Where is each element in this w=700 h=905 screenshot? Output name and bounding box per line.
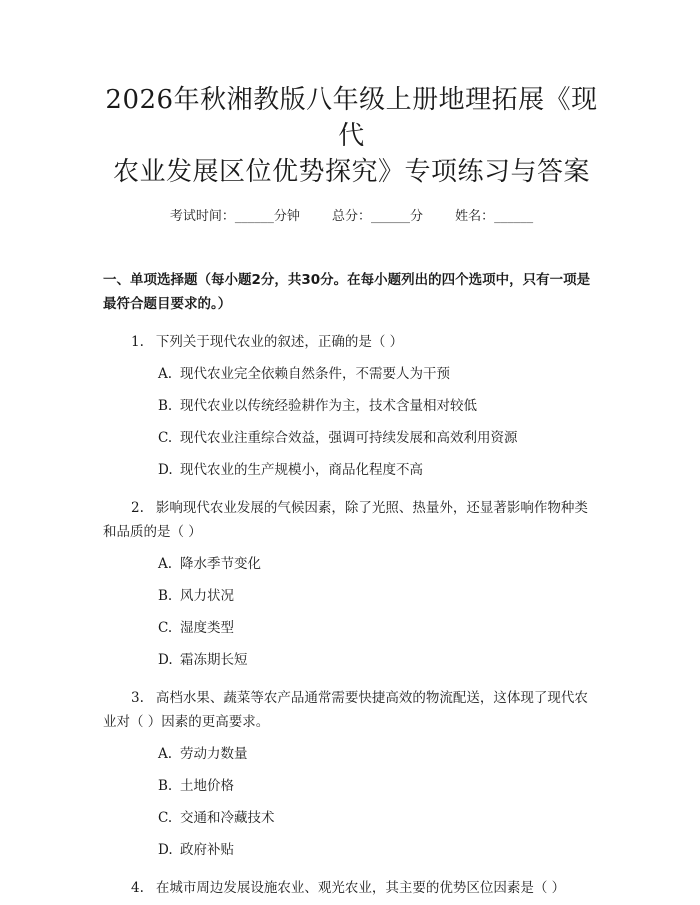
option-text: 降水季节变化 (180, 556, 261, 572)
option-letter: A. (158, 556, 173, 572)
question-number: 2. (131, 500, 144, 516)
question-3 (103, 686, 600, 734)
page-title (103, 0, 600, 190)
option-item (103, 806, 600, 830)
question-number: 1. (131, 334, 144, 350)
option-item (103, 838, 600, 862)
exam-meta (103, 208, 600, 226)
option-item (103, 458, 600, 482)
question-number: 3. (131, 690, 144, 706)
question-1 (103, 330, 600, 354)
option-letter: A. (158, 746, 173, 762)
option-list (103, 742, 600, 862)
option-text: 湿度类型 (180, 620, 234, 636)
question-4 (103, 876, 600, 900)
option-letter: A. (158, 366, 173, 382)
option-letter: C. (158, 620, 173, 636)
option-letter: B. (158, 778, 173, 794)
option-text: 风力状况 (180, 588, 234, 604)
option-letter: D. (158, 842, 173, 858)
option-item (103, 616, 600, 640)
option-item (103, 394, 600, 418)
option-text: 政府补贴 (180, 842, 234, 858)
option-text: 现代农业以传统经验耕作为主，技术含量相对较低 (180, 398, 477, 414)
option-text: 劳动力数量 (180, 746, 248, 762)
option-letter: B. (158, 398, 173, 414)
question-text: 在城市周边发展设施农业、观光农业，其主要的优势区位因素是（ ） (155, 880, 566, 896)
option-item (103, 362, 600, 386)
option-text: 现代农业注重综合效益，强调可持续发展和高效利用资源 (180, 430, 518, 446)
option-item (103, 774, 600, 798)
option-text: 霜冻期长短 (180, 652, 248, 668)
total-score: 总分：______分 (331, 209, 423, 224)
option-item (103, 552, 600, 576)
title-line-1: 2026年秋湘教版八年级上册地理拓展《现代 (105, 85, 598, 151)
option-text: 现代农业的生产规模小，商品化程度不高 (180, 462, 423, 478)
option-text: 土地价格 (180, 778, 234, 794)
question-text: 高档水果、蔬菜等农产品通常需要快捷高效的物流配送，这体现了现代农业对（ ）因素的更高要求。 (103, 690, 588, 730)
student-name: 姓名：______ (455, 209, 534, 224)
question-2 (103, 496, 600, 544)
question-number: 4. (131, 880, 144, 896)
question-text: 影响现代农业发展的气候因素，除了光照、热量外，还显著影响作物种类和品质的是（ ） (103, 500, 588, 540)
option-letter: C. (158, 810, 173, 826)
option-item (103, 584, 600, 608)
option-letter: C. (158, 430, 173, 446)
title-line-2: 农业发展区位优势探究》专项练习与答案 (112, 157, 590, 187)
option-list (103, 552, 600, 672)
question-text: 下列关于现代农业的叙述，正确的是（ ） (155, 334, 404, 350)
option-letter: D. (158, 462, 173, 478)
exam-time: 考试时间：______分钟 (169, 209, 300, 224)
question-list (103, 330, 600, 900)
option-text: 交通和冷藏技术 (180, 810, 275, 826)
option-item (103, 648, 600, 672)
option-item (103, 426, 600, 450)
option-item (103, 742, 600, 766)
section-heading: 一、单项选择题（每小题2分，共30分。在每小题列出的四个选项中，只有一项是最符合题目要求的。） (103, 272, 591, 312)
option-letter: D. (158, 652, 173, 668)
option-text: 现代农业完全依赖自然条件，不需要人为干预 (180, 366, 450, 382)
option-letter: B. (158, 588, 173, 604)
option-list (103, 362, 600, 482)
